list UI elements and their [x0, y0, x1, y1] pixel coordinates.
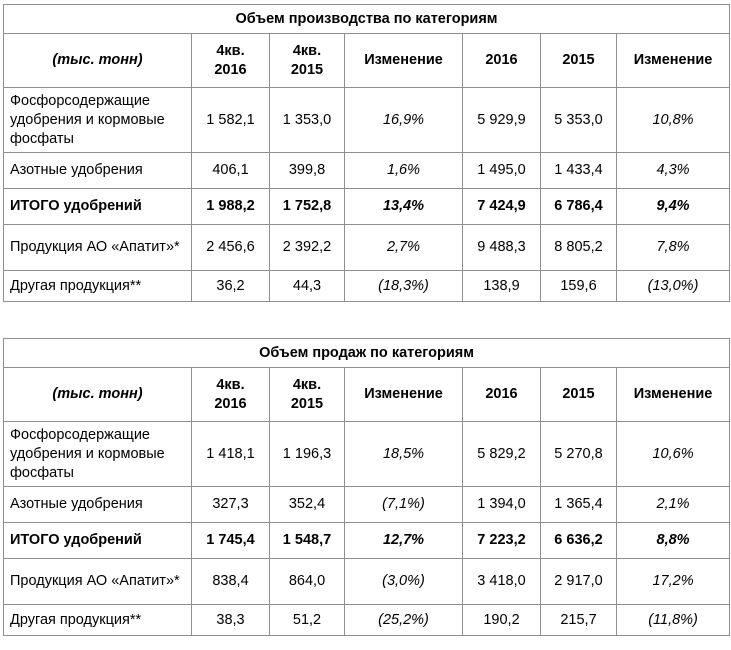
row-category: Азотные удобрения — [4, 487, 192, 523]
cell-q4-2016: 406,1 — [192, 153, 270, 189]
row-category: Продукция АО «Апатит»* — [4, 225, 192, 271]
header-q4-2016: 4кв. 2016 — [192, 34, 270, 88]
cell-q4-2015: 399,8 — [270, 153, 345, 189]
cell-2016: 7 223,2 — [463, 523, 541, 559]
cell-2015: 8 805,2 — [541, 225, 617, 271]
cell-y-change: 17,2% — [617, 559, 730, 605]
table-row — [4, 422, 730, 487]
cell-q-change: (25,2%) — [345, 605, 463, 636]
row-category: ИТОГО удобрений — [4, 523, 192, 559]
header-2016: 2016 — [463, 34, 541, 88]
cell-q4-2015: 44,3 — [270, 271, 345, 302]
cell-2015: 215,7 — [541, 605, 617, 636]
cell-2016: 7 424,9 — [463, 189, 541, 225]
cell-2015: 5 353,0 — [541, 88, 617, 153]
cell-y-change: 2,1% — [617, 487, 730, 523]
cell-q4-2016: 838,4 — [192, 559, 270, 605]
cell-2015: 2 917,0 — [541, 559, 617, 605]
cell-y-change: (11,8%) — [617, 605, 730, 636]
header-2015: 2015 — [541, 368, 617, 422]
table-row-total — [4, 523, 730, 559]
cell-2015: 159,6 — [541, 271, 617, 302]
header-q4-2016: 4кв. 2016 — [192, 368, 270, 422]
header-unit: (тыс. тонн) — [4, 368, 192, 422]
row-category: Фосфорсодержащие удобрения и кормовые фосфаты — [4, 88, 192, 153]
cell-q4-2016: 1 988,2 — [192, 189, 270, 225]
header-unit: (тыс. тонн) — [4, 34, 192, 88]
table-title: Объем продаж по категориям — [4, 339, 730, 368]
cell-q-change: (7,1%) — [345, 487, 463, 523]
cell-2016: 9 488,3 — [463, 225, 541, 271]
cell-y-change: 10,6% — [617, 422, 730, 487]
cell-q4-2015: 1 196,3 — [270, 422, 345, 487]
table-row — [4, 271, 730, 302]
cell-q-change: 1,6% — [345, 153, 463, 189]
header-2016: 2016 — [463, 368, 541, 422]
cell-q4-2015: 1 353,0 — [270, 88, 345, 153]
cell-q4-2016: 327,3 — [192, 487, 270, 523]
cell-2016: 3 418,0 — [463, 559, 541, 605]
cell-q4-2015: 2 392,2 — [270, 225, 345, 271]
table-row — [4, 605, 730, 636]
cell-y-change: 10,8% — [617, 88, 730, 153]
cell-q4-2015: 352,4 — [270, 487, 345, 523]
cell-q4-2016: 38,3 — [192, 605, 270, 636]
row-category: ИТОГО удобрений — [4, 189, 192, 225]
cell-2015: 1 365,4 — [541, 487, 617, 523]
cell-y-change: 9,4% — [617, 189, 730, 225]
row-category: Азотные удобрения — [4, 153, 192, 189]
cell-q-change: 2,7% — [345, 225, 463, 271]
cell-q-change: 12,7% — [345, 523, 463, 559]
cell-2016: 5 829,2 — [463, 422, 541, 487]
cell-q-change: 13,4% — [345, 189, 463, 225]
table-row — [4, 487, 730, 523]
header-y-change: Изменение — [617, 34, 730, 88]
header-q4-2015: 4кв. 2015 — [270, 368, 345, 422]
cell-y-change: 8,8% — [617, 523, 730, 559]
cell-q4-2015: 1 752,8 — [270, 189, 345, 225]
cell-2015: 6 636,2 — [541, 523, 617, 559]
cell-q4-2016: 1 582,1 — [192, 88, 270, 153]
row-category: Фосфорсодержащие удобрения и кормовые фосфаты — [4, 422, 192, 487]
cell-y-change: 4,3% — [617, 153, 730, 189]
cell-2015: 5 270,8 — [541, 422, 617, 487]
header-q-change: Изменение — [345, 368, 463, 422]
table-title: Объем производства по категориям — [4, 5, 730, 34]
header-row — [4, 368, 730, 422]
cell-q-change: 18,5% — [345, 422, 463, 487]
table-row — [4, 559, 730, 605]
row-category: Продукция АО «Апатит»* — [4, 559, 192, 605]
cell-q4-2016: 1 745,4 — [192, 523, 270, 559]
cell-2015: 6 786,4 — [541, 189, 617, 225]
cell-q-change: 16,9% — [345, 88, 463, 153]
table-row — [4, 88, 730, 153]
cell-2015: 1 433,4 — [541, 153, 617, 189]
cell-2016: 1 394,0 — [463, 487, 541, 523]
cell-y-change: (13,0%) — [617, 271, 730, 302]
cell-2016: 5 929,9 — [463, 88, 541, 153]
cell-q-change: (3,0%) — [345, 559, 463, 605]
cell-q4-2016: 2 456,6 — [192, 225, 270, 271]
cell-q4-2016: 36,2 — [192, 271, 270, 302]
sales-table — [3, 338, 730, 636]
cell-q-change: (18,3%) — [345, 271, 463, 302]
cell-2016: 138,9 — [463, 271, 541, 302]
table-row — [4, 225, 730, 271]
cell-2016: 190,2 — [463, 605, 541, 636]
cell-q4-2016: 1 418,1 — [192, 422, 270, 487]
header-2015: 2015 — [541, 34, 617, 88]
table-row-total — [4, 189, 730, 225]
row-category: Другая продукция** — [4, 271, 192, 302]
header-q-change: Изменение — [345, 34, 463, 88]
cell-2016: 1 495,0 — [463, 153, 541, 189]
production-table — [3, 4, 730, 302]
header-row — [4, 34, 730, 88]
row-category: Другая продукция** — [4, 605, 192, 636]
cell-q4-2015: 1 548,7 — [270, 523, 345, 559]
table-row — [4, 153, 730, 189]
cell-q4-2015: 864,0 — [270, 559, 345, 605]
cell-q4-2015: 51,2 — [270, 605, 345, 636]
cell-y-change: 7,8% — [617, 225, 730, 271]
header-y-change: Изменение — [617, 368, 730, 422]
header-q4-2015: 4кв. 2015 — [270, 34, 345, 88]
